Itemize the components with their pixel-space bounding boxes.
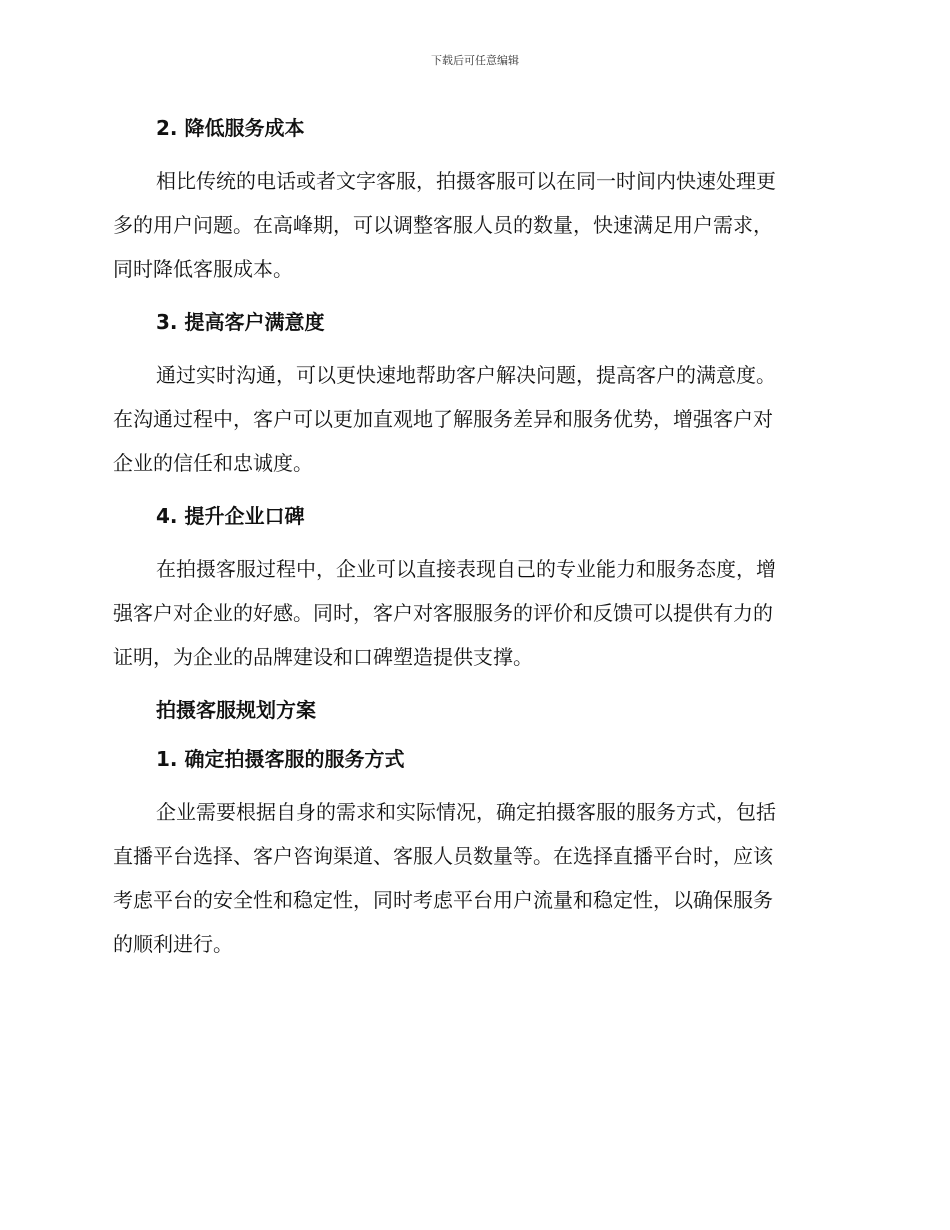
paragraph-line: 企业需要根据自身的需求和实际情况，确定拍摄客服的服务方式，包括 (156, 800, 776, 824)
page-header: 下载后可任意编辑 (431, 54, 519, 67)
section-paragraph (113, 547, 831, 679)
paragraph-line: 同时降低客服成本。 (113, 257, 293, 281)
section-heading: 3. 提高客户满意度 (156, 310, 325, 334)
paragraph-line: 直播平台选择、客户咨询渠道、客服人员数量等。在选择直播平台时，应该 (113, 844, 773, 868)
paragraph-line: 的顺利进行。 (113, 932, 233, 956)
section-paragraph (113, 159, 831, 291)
section-paragraph (113, 353, 831, 485)
paragraph-line: 在沟通过程中，客户可以更加直观地了解服务差异和服务优势，增强客户对 (113, 407, 773, 431)
document-body (113, 110, 831, 979)
paragraph-line: 多的用户问题。在高峰期，可以调整客服人员的数量，快速满足用户需求， (113, 213, 773, 237)
section-heading: 拍摄客服规划方案 (156, 698, 316, 722)
section-heading: 4. 提升企业口碑 (156, 504, 305, 528)
section-heading: 2. 降低服务成本 (156, 116, 305, 140)
paragraph-line: 考虑平台的安全性和稳定性，同时考虑平台用户流量和稳定性，以确保服务 (113, 888, 773, 912)
paragraph-line: 通过实时沟通，可以更快速地帮助客户解决问题，提高客户的满意度。 (156, 363, 776, 387)
section-heading: 1. 确定拍摄客服的服务方式 (156, 747, 405, 771)
paragraph-line: 证明，为企业的品牌建设和口碑塑造提供支撑。 (113, 645, 533, 669)
paragraph-line: 相比传统的电话或者文字客服，拍摄客服可以在同一时间内快速处理更 (156, 169, 776, 193)
section-paragraph (113, 790, 831, 966)
paragraph-line: 企业的信任和忠诚度。 (113, 451, 313, 475)
paragraph-line: 强客户对企业的好感。同时，客户对客服服务的评价和反馈可以提供有力的 (113, 601, 773, 625)
paragraph-line: 在拍摄客服过程中，企业可以直接表现自己的专业能力和服务态度，增 (156, 557, 776, 581)
